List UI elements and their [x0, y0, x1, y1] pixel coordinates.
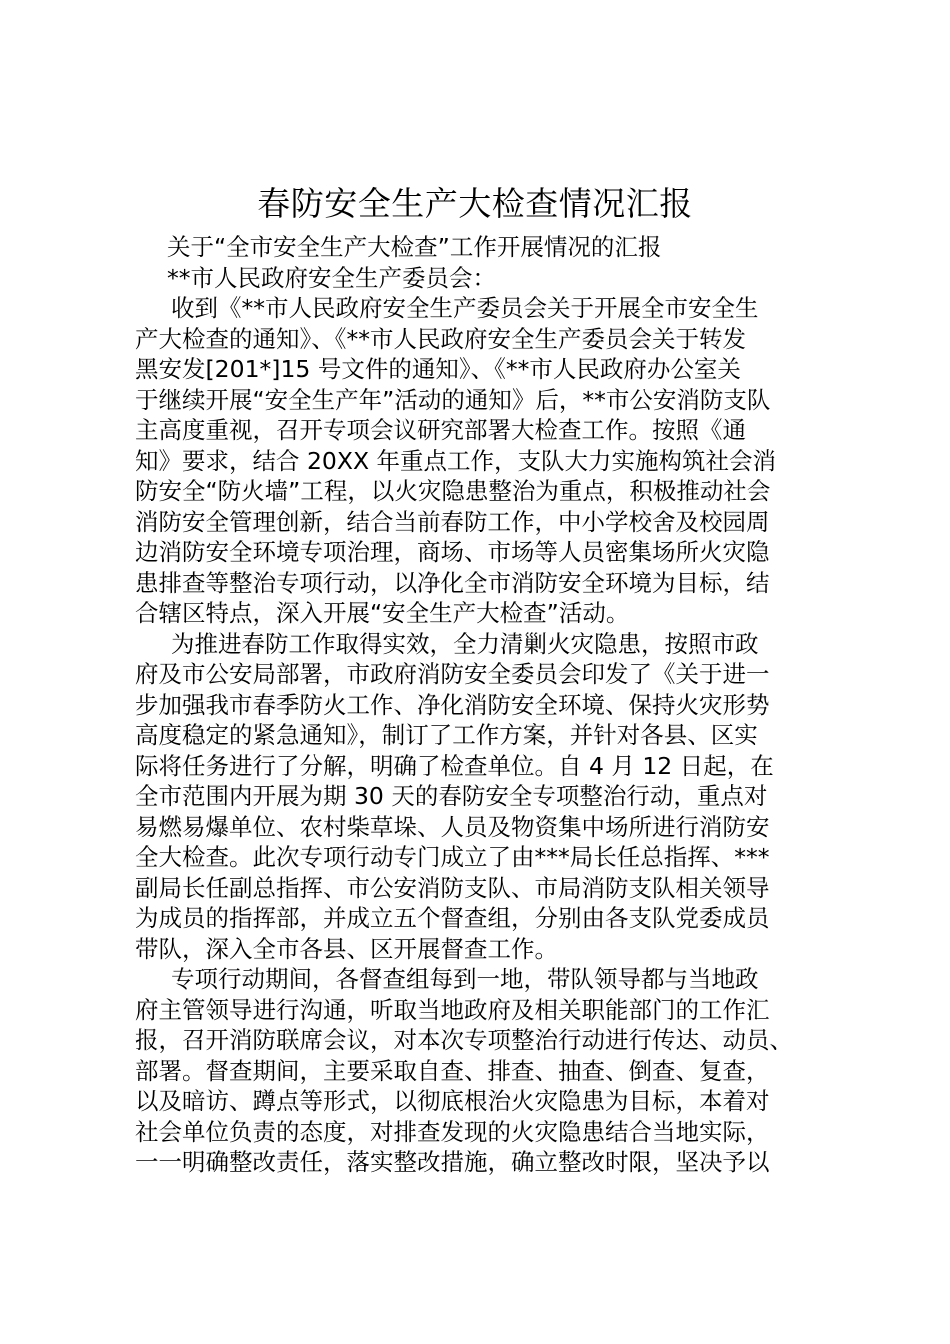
- paragraph-line: 主高度重视，召开专项会议研究部署大检查工作。按照《通: [135, 416, 746, 444]
- paragraph-line: 患排查等整治专项行动，以净化全市消防安全环境为目标，结: [135, 568, 770, 597]
- paragraph-line: 一一明确整改责任，落实整改措施，确立整改时限，坚决予以: [135, 1148, 770, 1176]
- paragraph-line: 黑安发[201*]15 号文件的通知》、《**市人民政府办公室关: [135, 355, 741, 383]
- paragraph-line: 边消防安全环境专项治理，商场、市场等人员密集场所火灾隐: [135, 538, 770, 566]
- paragraph-line: 为成员的指挥部，并成立五个督查组，分别由各支队党委成员: [135, 904, 770, 932]
- paragraph-line: 全市范围内开展为期 30 天的春防安全专项整治行动，重点对: [135, 782, 768, 810]
- paragraph-line: 以及暗访、蹲点等形式，以彻底根治火灾隐患为目标，本着对: [135, 1087, 770, 1115]
- paragraph-line: 收到《**市人民政府安全生产委员会关于开展全市安全生: [171, 294, 759, 322]
- paragraph-line: 高度稳定的紧急通知》，制订了工作方案，并针对各县、区实: [135, 721, 758, 749]
- paragraph-line: 产大检查的通知》、《**市人民政府安全生产委员会关于转发: [135, 324, 746, 353]
- paragraph-line: 府及市公安局部署，市政府消防安全委员会印发了《关于进一: [135, 660, 770, 688]
- paragraph-line: 合辖区特点，深入开展“安全生产大检查”活动。: [135, 599, 630, 627]
- paragraph-line: 府主管领导进行沟通，听取当地政府及相关职能部门的工作汇: [135, 995, 770, 1024]
- paragraph-line: 于继续开展“安全生产年”活动的通知》后，**市公安消防支队: [135, 385, 771, 414]
- paragraph-line: 部署。督查期间，主要采取自查、排查、抽查、倒查、复查，: [135, 1056, 770, 1085]
- report-heading-line: 关于“全市安全生产大检查”工作开展情况的汇报: [167, 233, 662, 261]
- paragraph-line: 消防安全管理创新，结合当前春防工作，中小学校舍及校园周: [135, 507, 770, 536]
- paragraph-line: 知》要求，结合 20XX 年重点工作，支队大力实施构筑社会消: [135, 446, 777, 475]
- paragraph-line: 防安全“防火墙”工程，以火灾隐患整治为重点，积极推动社会: [135, 477, 771, 505]
- salutation-line: **市人民政府安全生产委员会：: [167, 263, 496, 292]
- paragraph-line: 全大检查。此次专项行动专门成立了由***局长任总指挥、***: [135, 843, 770, 871]
- paragraph-line: 带队，深入全市各县、区开展督查工作。: [135, 934, 558, 963]
- paragraph-line: 为推进春防工作取得实效，全力清剿火灾隐患，按照市政: [171, 629, 759, 658]
- paragraph-line: 报，召开消防联席会议，对本次专项整治行动进行传达、动员、: [135, 1026, 793, 1054]
- document-title: 春防安全生产大检查情况汇报: [257, 184, 693, 223]
- document-body: [135, 232, 827, 1178]
- paragraph-line: 际将任务进行了分解，明确了检查单位。自 4 月 12 日起，在: [135, 751, 774, 780]
- paragraph-line: 社会单位负责的态度，对排查发现的火灾隐患结合当地实际，: [135, 1117, 770, 1146]
- paragraph-line: 易燃易爆单位、农村柴草垛、人员及物资集中场所进行消防安: [135, 812, 770, 841]
- paragraph-line: 副局长任副总指挥、市公安消防支队、市局消防支队相关领导: [135, 873, 770, 902]
- paragraph-line: 专项行动期间，各督查组每到一地，带队领导都与当地政: [171, 965, 759, 993]
- paragraph-line: 步加强我市春季防火工作、净化消防安全环境、保持火灾形势: [135, 690, 770, 719]
